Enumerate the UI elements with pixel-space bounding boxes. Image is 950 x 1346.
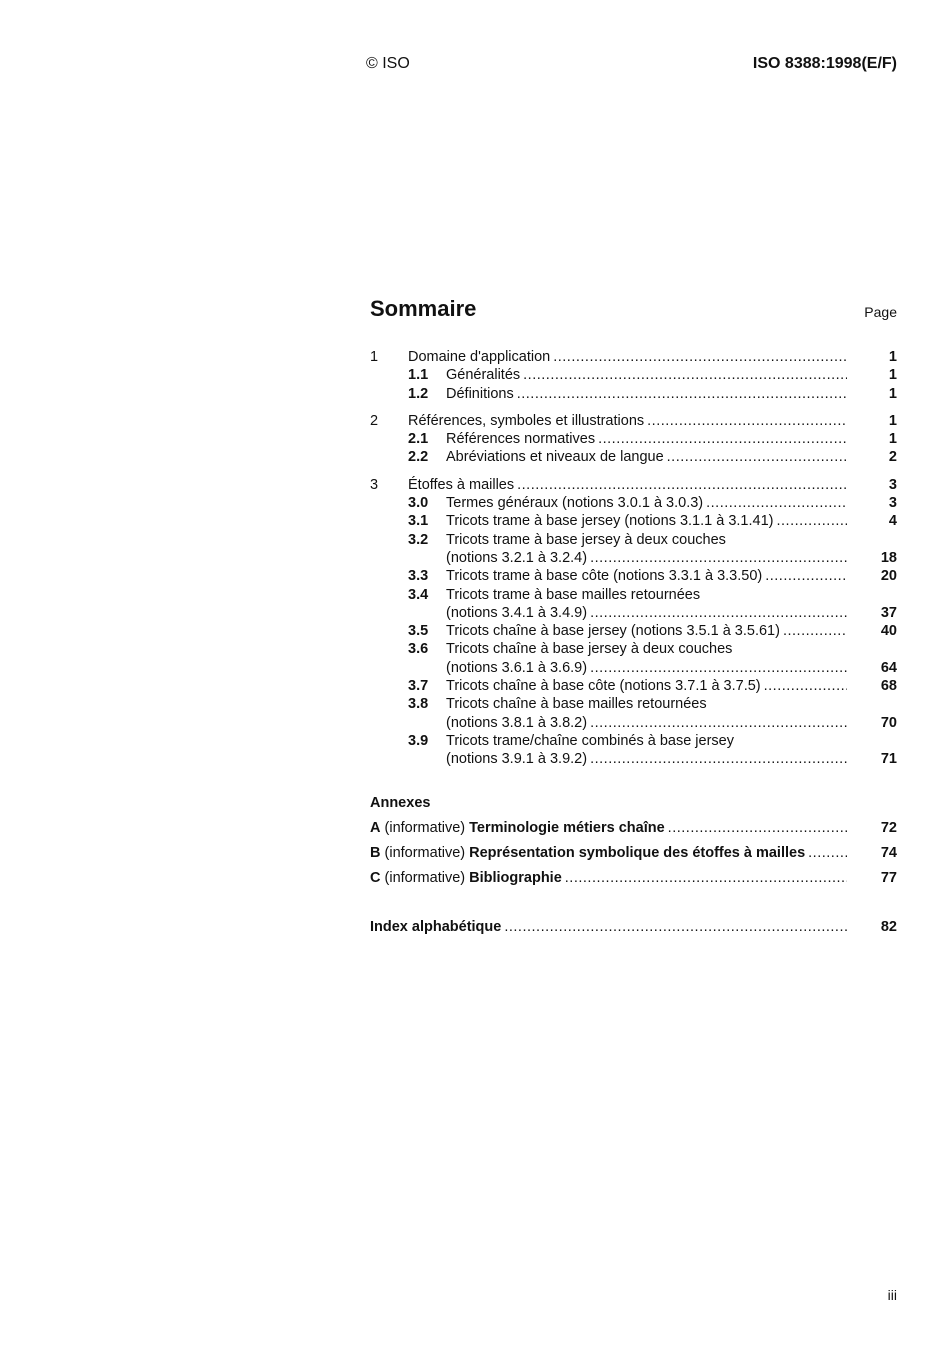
- annex-letter: A: [370, 820, 381, 836]
- chapter-number: 1: [370, 349, 379, 365]
- section-number: 1.1: [408, 367, 429, 384]
- toc-chapter-row[interactable]: [370, 412, 897, 430]
- leader-dots: [595, 430, 847, 448]
- toc-section-row[interactable]: [370, 494, 897, 512]
- annex-list: [370, 819, 897, 887]
- leader: [408, 348, 847, 366]
- section-page: 18: [880, 549, 897, 566]
- annex-letter: C: [370, 870, 381, 886]
- section-number: 2.1: [408, 431, 429, 448]
- annex-label: [370, 869, 562, 887]
- toc-section-continuation[interactable]: [446, 549, 897, 567]
- leader-dots: [587, 659, 847, 677]
- section-number: 3.3: [408, 568, 429, 585]
- section-title-continuation: (notions 3.9.1 à 3.9.2): [446, 751, 588, 768]
- toc-section-row[interactable]: [370, 448, 897, 466]
- chapter-page: 1: [888, 412, 897, 429]
- section-page: 4: [888, 513, 897, 530]
- section-page: 1: [888, 431, 897, 448]
- page-number-footer: iii: [887, 1287, 897, 1303]
- toc-section-row[interactable]: [370, 512, 897, 530]
- leader-dots: [562, 869, 847, 887]
- section-number: 3.4: [408, 586, 429, 603]
- annex-row[interactable]: [370, 869, 897, 887]
- section-number: 3.5: [408, 623, 429, 640]
- annex-type: (informative): [384, 845, 466, 861]
- toc-section-row[interactable]: [370, 385, 897, 403]
- leader-dots: [587, 604, 847, 622]
- annex-title: Terminologie métiers chaîne: [469, 820, 665, 836]
- section-title: Tricots chaîne à base jersey à deux couches: [446, 641, 733, 658]
- section-title: Tricots chaîne à base jersey (notions 3.5.1 à 3.5.61): [446, 623, 780, 640]
- section-page: 2: [888, 449, 897, 466]
- section-number: 3.8: [408, 696, 429, 713]
- leader-dots: [762, 567, 847, 585]
- chapter-title: Références, symboles et illustrations: [408, 412, 645, 429]
- leader: [446, 714, 847, 732]
- chapter-title: Étoffes à mailles: [408, 476, 515, 493]
- leader: [446, 567, 847, 585]
- toc-section-row[interactable]: [370, 677, 897, 695]
- toc-section-continuation[interactable]: [446, 659, 897, 677]
- leader-dots: [514, 476, 847, 494]
- annex-page: 77: [880, 870, 897, 886]
- section-number: 1.2: [408, 385, 429, 402]
- section-title: Tricots trame à base mailles retournées: [446, 586, 701, 603]
- toc-section-row[interactable]: [370, 531, 897, 549]
- leader-dots: [520, 366, 847, 384]
- index-title: Index alphabétique: [370, 919, 502, 935]
- section-title: Tricots trame à base côte (notions 3.3.1 à 3.3.50): [446, 568, 763, 585]
- toc-section-row[interactable]: [370, 640, 897, 658]
- section-title: Références normatives: [446, 431, 596, 448]
- toc-section-row[interactable]: [370, 695, 897, 713]
- annex-type: (informative): [384, 820, 466, 836]
- leader-dots: [665, 819, 847, 837]
- section-title: Tricots trame à base jersey (notions 3.1.1 à 3.1.41): [446, 513, 774, 530]
- section-title-continuation: (notions 3.2.1 à 3.2.4): [446, 549, 588, 566]
- section-title: Termes généraux (notions 3.0.1 à 3.0.3): [446, 495, 704, 512]
- section-page: 64: [880, 659, 897, 676]
- chapter-title: Domaine d'application: [408, 349, 551, 365]
- leader: [446, 622, 847, 640]
- section-page: 40: [880, 623, 897, 640]
- table-of-contents: [370, 348, 897, 769]
- chapter-number: 2: [370, 412, 379, 429]
- annex-type: (informative): [384, 870, 466, 886]
- annex-page: 72: [880, 820, 897, 836]
- annexes-title: Annexes: [370, 795, 431, 811]
- leader-dots: [644, 412, 847, 430]
- chapter-gap: [370, 403, 897, 412]
- section-title: Tricots chaîne à base côte (notions 3.7.1 à 3.7.5): [446, 678, 761, 695]
- toc-section-row[interactable]: [370, 586, 897, 604]
- section-title-continuation: (notions 3.4.1 à 3.4.9): [446, 604, 588, 621]
- leader-dots: [501, 918, 847, 936]
- annex-title: Bibliographie: [469, 870, 562, 886]
- leader: [446, 549, 847, 567]
- section-title-continuation: (notions 3.6.1 à 3.6.9): [446, 659, 588, 676]
- toc-section-row[interactable]: [370, 622, 897, 640]
- leader-dots: [587, 750, 847, 768]
- toc-chapter-row[interactable]: [370, 348, 897, 366]
- annex-label: [370, 844, 805, 862]
- toc-section-continuation[interactable]: [446, 750, 897, 768]
- leader: [446, 366, 847, 384]
- leader: [446, 659, 847, 677]
- section-number: 2.2: [408, 449, 429, 466]
- leader-dots: [780, 622, 847, 640]
- annex-label: [370, 819, 665, 837]
- leader: [446, 494, 847, 512]
- leader-dots: [761, 677, 847, 695]
- section-title-continuation: (notions 3.8.1 à 3.8.2): [446, 714, 588, 731]
- section-number: 3.6: [408, 641, 429, 658]
- chapter-page: 1: [888, 349, 897, 365]
- toc-title: Sommaire: [370, 296, 477, 321]
- section-title: Tricots chaîne à base mailles retournées: [446, 696, 707, 713]
- leader: [408, 476, 847, 494]
- toc-section-row[interactable]: [370, 366, 897, 384]
- leader-dots: [550, 348, 847, 366]
- section-page: 1: [888, 367, 897, 384]
- leader: [446, 448, 847, 466]
- toc-section-row[interactable]: [370, 430, 897, 448]
- page-column-label: Page: [864, 304, 897, 320]
- annexes-section: [370, 794, 897, 894]
- section-page: 70: [880, 714, 897, 731]
- section-number: 3.7: [408, 678, 429, 695]
- chapter-page: 3: [888, 476, 897, 493]
- toc-section-continuation[interactable]: [446, 714, 897, 732]
- toc-section-row[interactable]: [370, 567, 897, 585]
- copyright-header: © ISO: [366, 55, 410, 72]
- leader-dots: [664, 448, 847, 466]
- annex-row[interactable]: [370, 819, 897, 837]
- leader: [408, 412, 847, 430]
- section-page: 68: [880, 678, 897, 695]
- leader: [446, 430, 847, 448]
- section-title: Tricots trame à base jersey à deux couches: [446, 531, 726, 548]
- section-title: Abréviations et niveaux de langue: [446, 449, 664, 466]
- standard-number-header: ISO 8388:1998(E/F): [752, 55, 897, 72]
- index-page: 82: [880, 919, 897, 935]
- leader-dots: [773, 512, 847, 530]
- section-title: Tricots trame/chaîne combinés à base jersey: [446, 732, 734, 749]
- section-number: 3.9: [408, 732, 429, 749]
- section-number: 3.0: [408, 495, 429, 512]
- annex-letter: B: [370, 845, 381, 861]
- section-page: 71: [880, 751, 897, 768]
- toc-section-continuation[interactable]: [446, 604, 897, 622]
- leader: [446, 385, 847, 403]
- section-title: Généralités: [446, 367, 521, 384]
- section-page: 3: [888, 495, 897, 512]
- leader-dots: [587, 714, 847, 732]
- leader-dots: [587, 549, 847, 567]
- section-page: 20: [880, 568, 897, 585]
- leader-dots: [805, 844, 847, 862]
- section-number: 3.1: [408, 513, 429, 530]
- section-page: 1: [888, 385, 897, 402]
- leader: [370, 869, 847, 887]
- chapter-gap: [370, 467, 897, 476]
- leader: [446, 512, 847, 530]
- section-title: Définitions: [446, 385, 514, 402]
- toc-chapter-row[interactable]: [370, 476, 897, 494]
- leader: [370, 844, 847, 862]
- chapter-number: 3: [370, 476, 379, 493]
- annex-row[interactable]: [370, 844, 897, 862]
- leader: [446, 750, 847, 768]
- leader: [370, 819, 847, 837]
- annex-page: 74: [880, 845, 897, 861]
- section-number: 3.2: [408, 531, 429, 548]
- toc-section-row[interactable]: [370, 732, 897, 750]
- leader-dots: [514, 385, 847, 403]
- index-entry[interactable]: [370, 918, 897, 943]
- leader: [446, 604, 847, 622]
- leader-dots: [703, 494, 847, 512]
- section-page: 37: [880, 604, 897, 621]
- annex-title: Représentation symbolique des étoffes à mailles: [469, 845, 806, 861]
- leader: [446, 677, 847, 695]
